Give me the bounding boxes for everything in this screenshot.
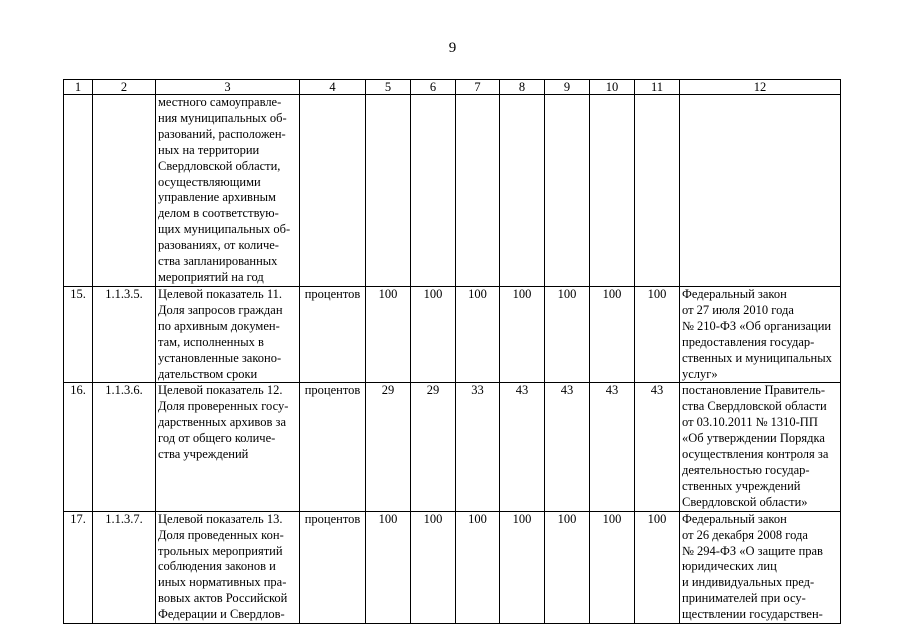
source-line: от 26 декабря 2008 года <box>682 527 808 542</box>
num-cell: 15. <box>64 287 93 383</box>
value-cell: 100 <box>500 287 545 383</box>
description-line: соблюдения законов и <box>158 559 276 574</box>
value-cell: 43 <box>545 383 590 511</box>
description-line: мероприятий на год <box>158 269 264 284</box>
value-cell: 100 <box>366 511 411 623</box>
value-cell: 100 <box>590 287 635 383</box>
value-cell: 100 <box>635 287 680 383</box>
header-cell: 3 <box>156 80 300 95</box>
value-cell: 100 <box>545 287 590 383</box>
source-line: от 03.10.2011 № 1310-ПП <box>682 415 818 430</box>
value-cell: 100 <box>366 287 411 383</box>
description-line: Целевой показатель 12. <box>158 383 283 398</box>
description-line: дарственных архивов за <box>158 415 287 430</box>
description-line: делом в соответствую- <box>158 206 279 221</box>
header-cell: 2 <box>93 80 156 95</box>
unit-cell: процентов <box>300 383 366 511</box>
value-cell: 43 <box>635 383 680 511</box>
source-line: юридических лиц <box>682 559 777 574</box>
description-line: ства запланированных <box>158 254 278 269</box>
value-cell <box>366 95 411 287</box>
source-line: осуществления контроля за <box>682 447 829 462</box>
source-line: от 27 июля 2010 года <box>682 302 794 317</box>
value-cell <box>411 95 456 287</box>
header-cell: 7 <box>456 80 500 95</box>
header-cell: 9 <box>545 80 590 95</box>
description-cell <box>156 383 300 511</box>
description-line: Свердловской области, <box>158 158 281 173</box>
header-cell: 10 <box>590 80 635 95</box>
table-row-17 <box>64 511 841 623</box>
header-cell: 6 <box>411 80 456 95</box>
description-line: разованиях, от количе- <box>158 238 279 253</box>
description-line: щих муниципальных об- <box>158 222 291 237</box>
header-cell: 12 <box>680 80 841 95</box>
source-line: ства Свердловской области <box>682 399 827 414</box>
source-line: предоставления государ- <box>682 334 815 349</box>
code-cell: 1.1.3.5. <box>93 287 156 383</box>
source-line: Свердловской области» <box>682 494 808 509</box>
header-cell: 5 <box>366 80 411 95</box>
description-line: Доля проверенных госу- <box>158 399 289 414</box>
description-line: ства учреждений <box>158 447 249 462</box>
description-line: иных нормативных пра- <box>158 575 287 590</box>
source-cell <box>680 383 841 511</box>
table-row-15 <box>64 287 841 383</box>
source-line: Федеральный закон <box>682 511 787 526</box>
header-cell: 4 <box>300 80 366 95</box>
value-cell: 29 <box>366 383 411 511</box>
description-line: разований, расположен- <box>158 126 286 141</box>
header-cell: 1 <box>64 80 93 95</box>
value-cell: 100 <box>456 511 500 623</box>
description-line: ния муниципальных об- <box>158 110 287 125</box>
header-row <box>64 80 841 95</box>
source-line: «Об утверждении Порядка <box>682 431 825 446</box>
unit-cell <box>300 95 366 287</box>
value-cell: 43 <box>590 383 635 511</box>
source-line: № 210-ФЗ «Об организации <box>682 318 832 333</box>
description-line: осуществляющими <box>158 174 261 189</box>
source-line: деятельностью государ- <box>682 462 810 477</box>
description-line: управление архивным <box>158 190 276 205</box>
source-cell <box>680 95 841 287</box>
description-line: там, исполненных в <box>158 334 264 349</box>
value-cell: 43 <box>500 383 545 511</box>
page-number: 9 <box>448 40 457 56</box>
code-cell: 1.1.3.6. <box>93 383 156 511</box>
source-line: ственных учреждений <box>682 478 801 493</box>
value-cell <box>545 95 590 287</box>
table-row-16 <box>64 383 841 511</box>
description-line: дательством сроки <box>158 366 258 381</box>
source-line: № 294-ФЗ «О защите прав <box>682 543 823 558</box>
source-cell <box>680 287 841 383</box>
description-line: установленные законо- <box>158 350 282 365</box>
value-cell: 100 <box>590 511 635 623</box>
source-line: и индивидуальных пред- <box>682 575 815 590</box>
unit-cell: процентов <box>300 287 366 383</box>
value-cell <box>500 95 545 287</box>
table-row-continuation <box>64 95 841 287</box>
value-cell: 100 <box>545 511 590 623</box>
description-line: Доля запросов граждан <box>158 302 283 317</box>
description-line: Федерации и Свердлов- <box>158 607 285 622</box>
description-line: вовых актов Российской <box>158 591 288 606</box>
value-cell: 100 <box>456 287 500 383</box>
num-cell <box>64 95 93 287</box>
num-cell: 16. <box>64 383 93 511</box>
code-cell <box>93 95 156 287</box>
source-line: постановление Правитель- <box>682 383 826 398</box>
source-line: услуг» <box>682 366 718 381</box>
value-cell <box>456 95 500 287</box>
source-cell <box>680 511 841 623</box>
code-cell: 1.1.3.7. <box>93 511 156 623</box>
description-line: Целевой показатель 13. <box>158 511 283 526</box>
header-cell: 11 <box>635 80 680 95</box>
description-line: местного самоуправле- <box>158 95 282 109</box>
indicators-table <box>63 79 841 624</box>
value-cell: 100 <box>411 511 456 623</box>
description-cell <box>156 511 300 623</box>
value-cell <box>590 95 635 287</box>
source-line: принимателей при осу- <box>682 591 806 606</box>
value-cell: 29 <box>411 383 456 511</box>
source-line: ственных и муниципальных <box>682 350 832 365</box>
value-cell: 100 <box>635 511 680 623</box>
description-line: трольных мероприятий <box>158 543 283 558</box>
unit-cell: процентов <box>300 511 366 623</box>
description-cell <box>156 287 300 383</box>
value-cell: 33 <box>456 383 500 511</box>
description-line: ных на территории <box>158 142 260 157</box>
description-line: год от общего количе- <box>158 431 276 446</box>
value-cell <box>635 95 680 287</box>
header-cell: 8 <box>500 80 545 95</box>
description-line: Доля проведенных кон- <box>158 527 284 542</box>
value-cell: 100 <box>411 287 456 383</box>
description-line: Целевой показатель 11. <box>158 287 283 301</box>
source-line: Федеральный закон <box>682 287 787 301</box>
description-cell <box>156 95 300 287</box>
description-line: по архивным докумен- <box>158 318 280 333</box>
source-line: ществлении государствен- <box>682 607 823 622</box>
value-cell: 100 <box>500 511 545 623</box>
num-cell: 17. <box>64 511 93 623</box>
